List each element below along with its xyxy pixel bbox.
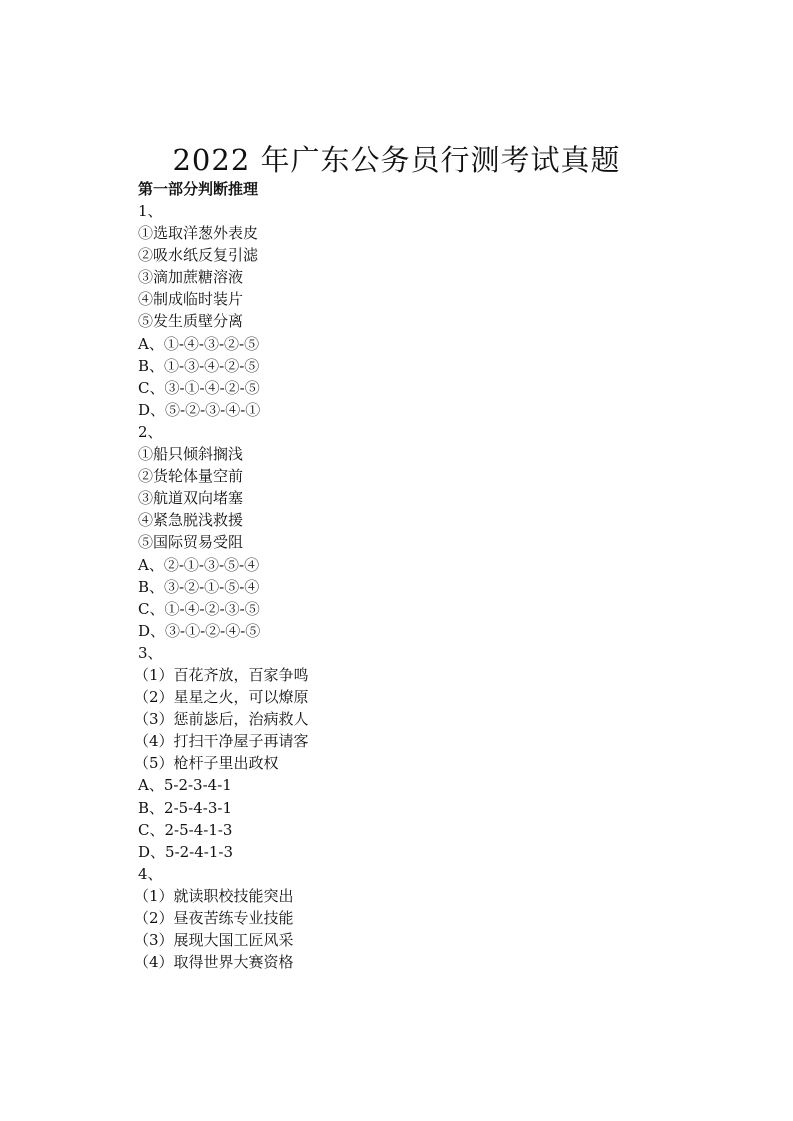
text-line: ②货轮体量空前 bbox=[138, 467, 244, 486]
text-line: 2、 bbox=[138, 422, 163, 441]
text-line: （5）枪杆子里出政权 bbox=[134, 754, 279, 773]
question-list bbox=[134, 200, 698, 973]
text-line: （4）取得世界大赛资格 bbox=[134, 953, 294, 972]
text-line: B、③-②-①-⑤-④ bbox=[138, 577, 260, 596]
text-line: ⑤发生质壁分离 bbox=[138, 312, 244, 331]
text-line: D、③-①-②-④-⑤ bbox=[138, 621, 261, 640]
text-line: B、2-5-4-3-1 bbox=[138, 798, 233, 817]
text-line: 4、 bbox=[138, 864, 163, 883]
text-line: C、③-①-④-②-⑤ bbox=[138, 378, 260, 397]
text-line: （2）昼夜苦练专业技能 bbox=[134, 909, 294, 927]
text-line: 3、 bbox=[138, 643, 163, 662]
text-line: ④紧急脱浅救援 bbox=[138, 511, 244, 530]
text-line: D、5-2-4-1-3 bbox=[138, 842, 234, 861]
document-title: 2022 年广东公务员行测考试真题 bbox=[172, 143, 621, 177]
section-heading: 第一部分判断推理 bbox=[138, 180, 259, 198]
text-line: （1）百花齐放，百家争鸣 bbox=[134, 665, 309, 684]
text-line: ①船只倾斜搁浅 bbox=[138, 445, 244, 464]
text-line: ③航道双向堵塞 bbox=[138, 489, 244, 508]
text-line: D、⑤-②-③-④-① bbox=[138, 400, 261, 419]
text-line: ③滴加蔗糖溶液 bbox=[138, 268, 244, 287]
text-line: ①选取洋葱外表皮 bbox=[138, 224, 259, 243]
text-line: ⑤国际贸易受阻 bbox=[138, 533, 244, 552]
text-line: （2）星星之火，可以燎原 bbox=[134, 688, 309, 707]
text-line: A、②-①-③-⑤-④ bbox=[138, 555, 260, 574]
text-line: ④制成临时装片 bbox=[138, 290, 244, 309]
text-line: C、①-④-②-③-⑤ bbox=[138, 599, 260, 618]
text-line: 1、 bbox=[138, 202, 163, 220]
text-line: A、①-④-③-②-⑤ bbox=[138, 334, 260, 353]
text-line: B、①-③-④-②-⑤ bbox=[138, 356, 260, 375]
text-line: C、2-5-4-1-3 bbox=[138, 820, 233, 839]
text-line: （3）惩前毖后，治病救人 bbox=[134, 710, 309, 729]
text-line: ②吸水纸反复引滤 bbox=[138, 246, 259, 265]
text-line: （1）就读职校技能突出 bbox=[134, 886, 294, 905]
text-line: A、5-2-3-4-1 bbox=[138, 776, 232, 795]
text-line: （3）展现大国工匠风采 bbox=[134, 931, 294, 950]
text-line: （4）打扫干净屋子再请客 bbox=[134, 732, 309, 751]
